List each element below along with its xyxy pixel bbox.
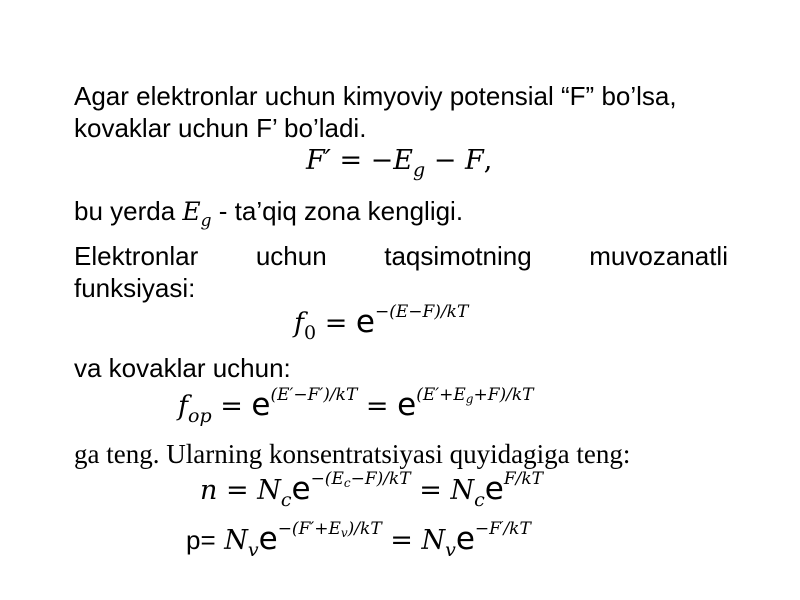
formula-f-prime: $F' = -E_g - F$, xyxy=(306,145,493,181)
formula-fop: $f_{op} = e^{(E'-F')/kT} = e^{(E'+E_g+F)/kT}$ xyxy=(178,385,534,427)
va-kovaklar-text: va kovaklar uchun: xyxy=(74,353,291,383)
word-2: uchun xyxy=(255,241,327,271)
ga-teng-line xyxy=(74,438,734,470)
va-kovaklar-line xyxy=(74,352,728,384)
formula-p: $p= N_ve^{-(F'+E_v)/kT} = N_ve^{-F'/kT}$ xyxy=(186,519,531,561)
word-1: Elektronlar xyxy=(74,241,199,271)
bu-yerda-prefix: bu yerda xyxy=(74,196,176,226)
word-4: muvozanatli xyxy=(589,241,728,271)
intro-paragraph xyxy=(74,80,728,144)
formula-n: $n = N_ce^{-(E_c-F)/kT} = N_ce^{F/kT}$ xyxy=(200,469,543,511)
bu-yerda-line xyxy=(74,195,728,231)
word-3: taqsimotning xyxy=(384,241,532,271)
p-prefix: p= xyxy=(186,525,216,555)
ga-teng-text: ga teng. Ularning konsentratsiyasi quyidagiga teng: xyxy=(74,439,631,469)
elektronlar-paragraph xyxy=(74,240,728,304)
eg-symbol: $E_g$ xyxy=(182,197,212,231)
formula-f0: $f_0 = e^{-(E-F)/kT}$ xyxy=(294,302,469,344)
justified-line xyxy=(74,240,728,272)
bu-yerda-suffix: - ta’qiq zona kengligi. xyxy=(218,196,464,226)
funksiyasi-text: funksiyasi: xyxy=(74,273,196,303)
intro-line-1: Agar elektronlar uchun kimyoviy potensial “F” bo’lsa, xyxy=(74,81,677,111)
intro-line-2: kovaklar uchun F’ bo’ladi. xyxy=(74,113,367,143)
